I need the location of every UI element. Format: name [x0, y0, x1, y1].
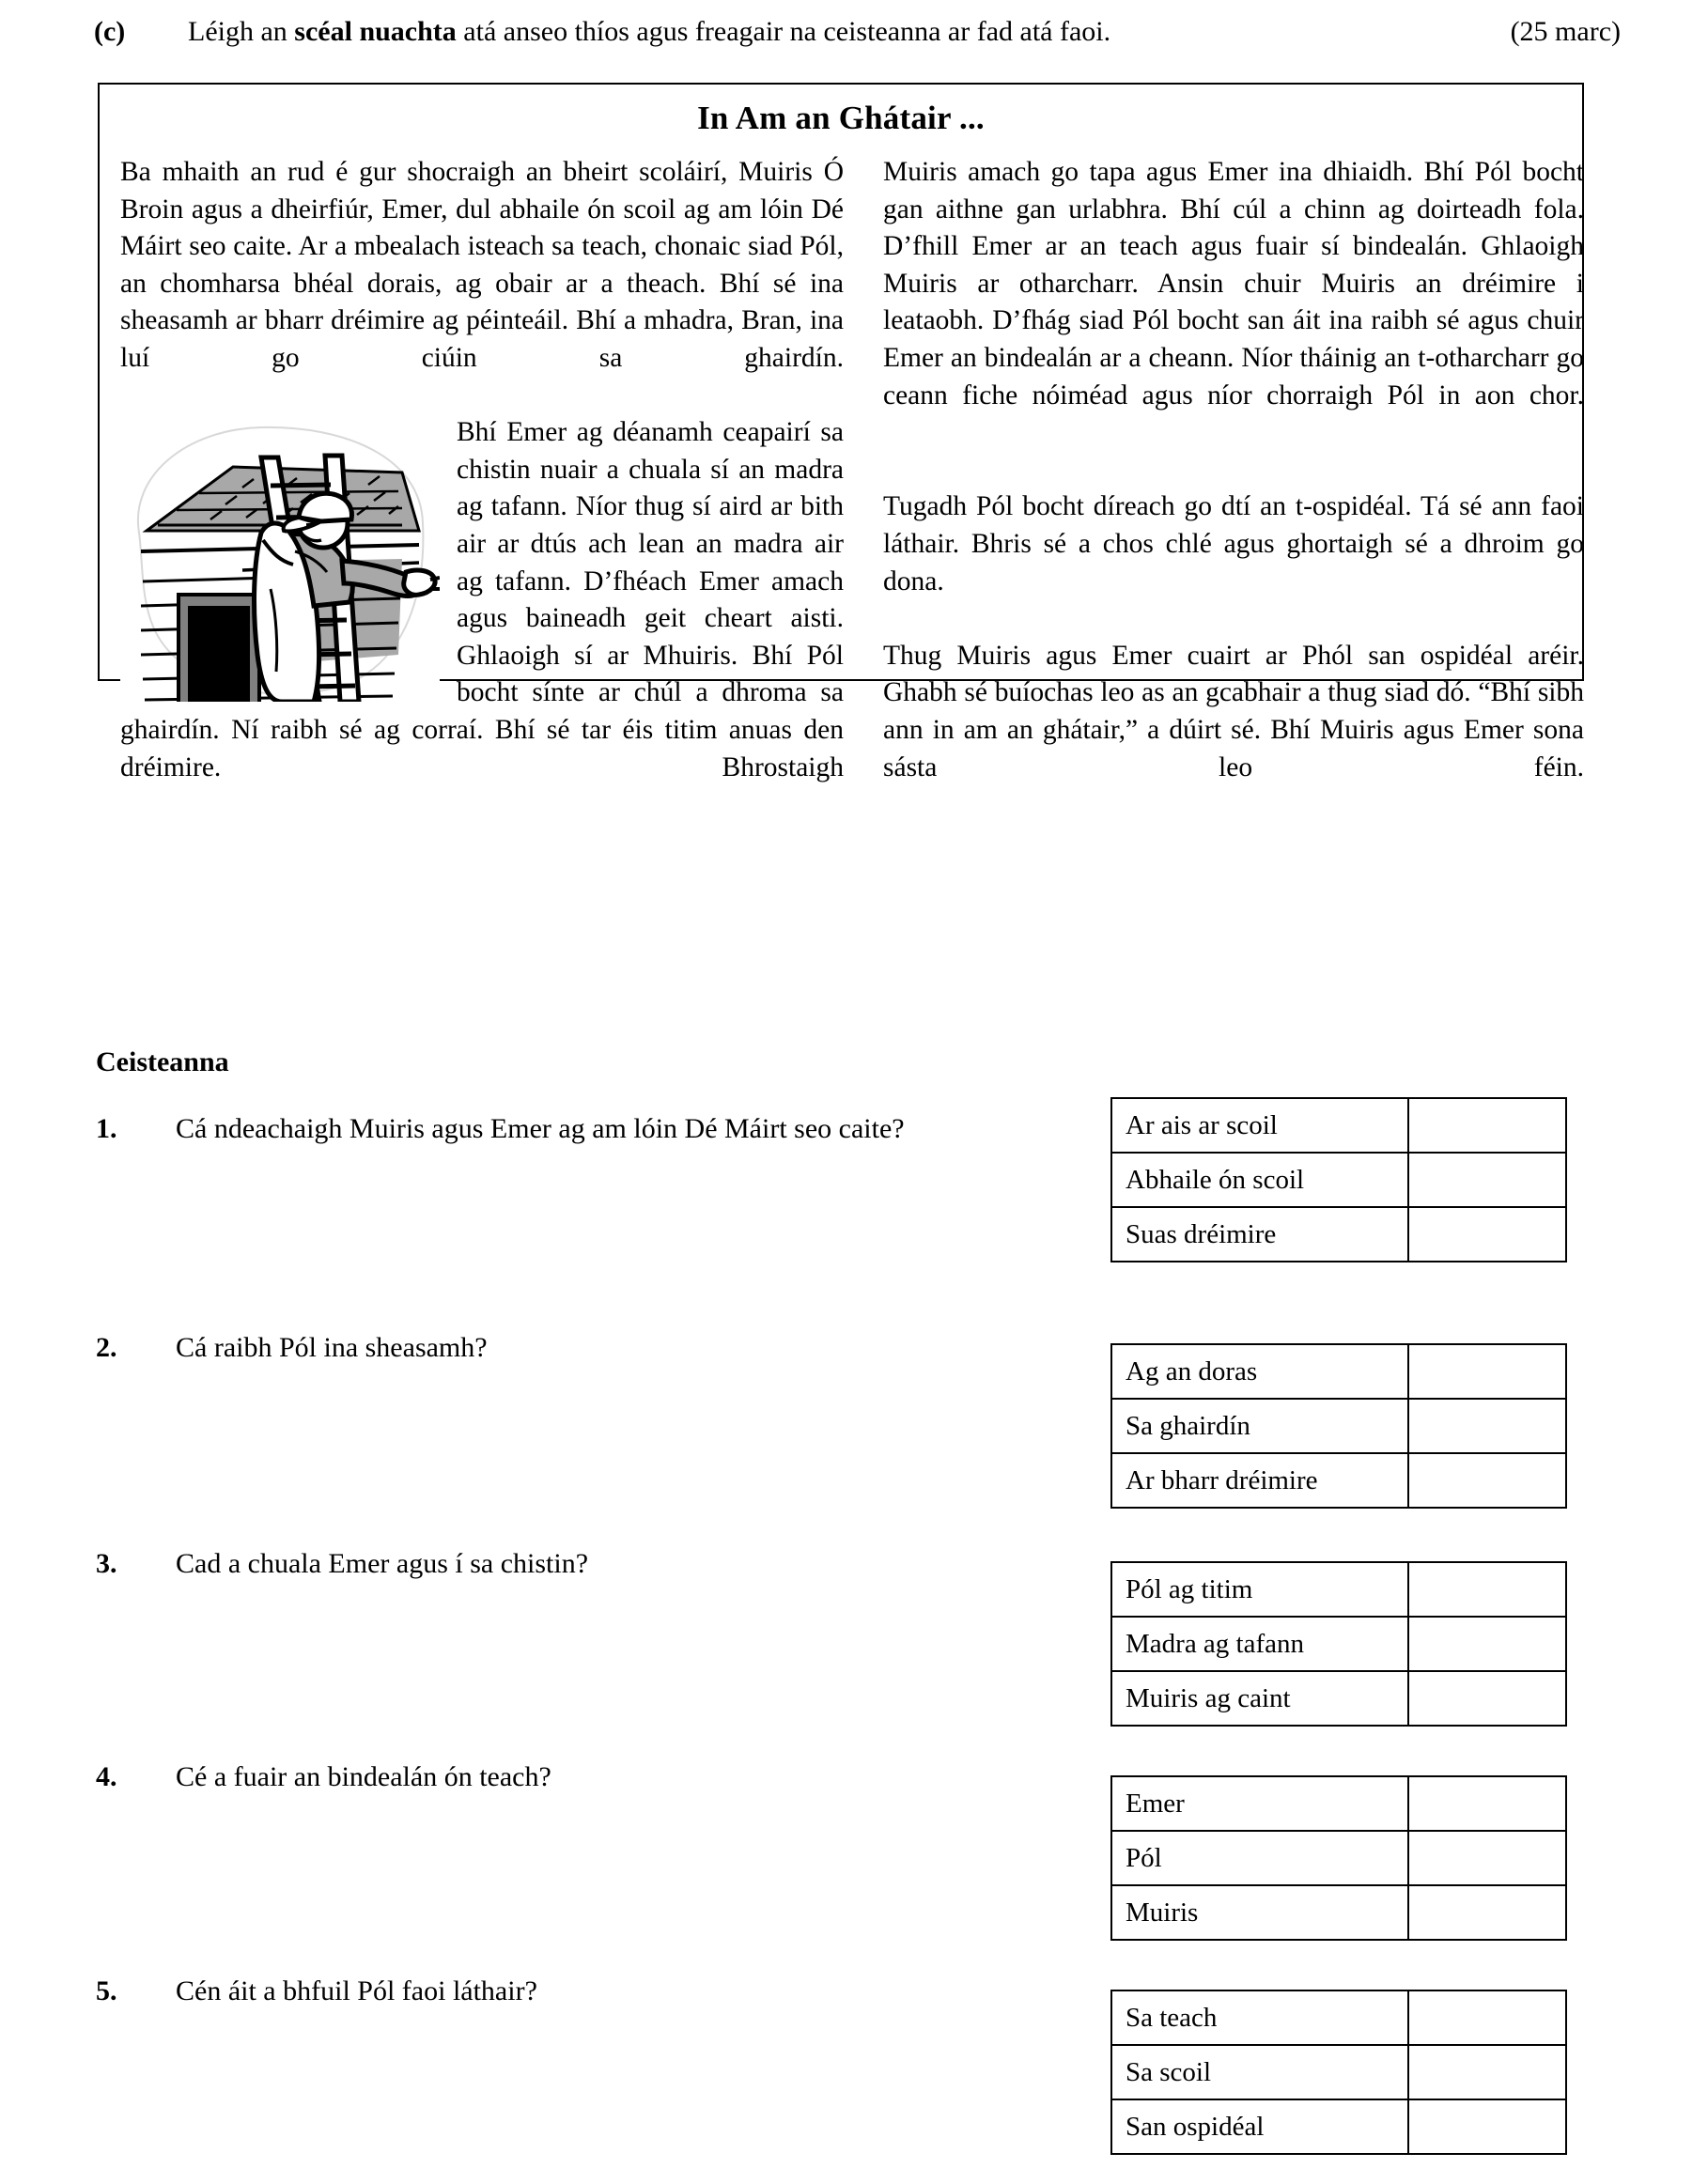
story-box — [98, 83, 1584, 782]
option-checkbox[interactable] — [1408, 1562, 1566, 1617]
option-label: Ar bharr dréimire — [1111, 1453, 1408, 1508]
questions-heading: Ceisteanna — [96, 1046, 229, 1077]
table-row[interactable] — [1111, 1885, 1566, 1940]
question-number: 4. — [96, 1761, 117, 1792]
question-text: Cén áit a bhfuil Pól faoi láthair? — [176, 1975, 537, 2006]
story-paragraph: Thug Muiris agus Emer cuairt ar Phól san ospidéal aréir. Ghabh sé buíochas leo as an gcabhair a thug siad dó. “Bhí sibh ann in am an ghátair,” a dúirt sé. Bhí Muiris agus Emer sona sásta leo féin. — [883, 640, 1584, 782]
option-checkbox[interactable] — [1408, 2099, 1566, 2154]
story-paragraph: Muiris amach go tapa agus Emer ina dhiaidh. Bhí Pól bocht gan aithne gan urlabhra. Bhí cúl a chinn ag doirteadh fola. D’fhill Emer ar an teach agus fuair sí bindealán. Ghlaoigh Muiris ar otharcharr. Ansin chuir Muiris an dréimire i leataobh. D’fhág siad Pól bocht san áit ina raibh sé agus chuir Emer an bindealán ar a cheann. Níor tháinig an t-otharcharr go ceann fiche nóiméad agus níor chorraigh Pól in aon chor. — [883, 157, 1584, 410]
option-label: Sa ghairdín — [1111, 1399, 1408, 1453]
story-column-right — [883, 154, 1584, 824]
question-number: 5. — [96, 1975, 117, 2006]
instruction-text-before: Léigh an — [188, 16, 295, 47]
table-row[interactable] — [1111, 1617, 1566, 1671]
table-row[interactable] — [1111, 1562, 1566, 1617]
option-checkbox[interactable] — [1408, 1831, 1566, 1885]
question-number: 2. — [96, 1332, 117, 1363]
instruction-text-after: atá anseo thíos agus freagair na ceisteanna ar fad atá faoi. — [456, 16, 1111, 47]
answer-options-1 — [1110, 1097, 1567, 1262]
answer-options-2 — [1110, 1343, 1567, 1509]
option-checkbox[interactable] — [1408, 1885, 1566, 1940]
option-checkbox[interactable] — [1408, 1098, 1566, 1153]
option-label: Emer — [1111, 1776, 1408, 1831]
story-column-left — [120, 154, 844, 824]
option-label: Muiris — [1111, 1885, 1408, 1940]
part-letter: (c) — [94, 16, 126, 47]
option-label: Sa scoil — [1111, 2045, 1408, 2099]
question-text: Cá ndeachaigh Muiris agus Emer ag am lóin Dé Máirt seo caite? — [176, 1113, 905, 1144]
option-checkbox[interactable] — [1408, 1453, 1566, 1508]
table-row[interactable] — [1111, 1098, 1566, 1153]
table-row[interactable] — [1111, 1776, 1566, 1831]
marks-allocation: (25 marc) — [1510, 16, 1621, 47]
table-row[interactable] — [1111, 1990, 1566, 2045]
table-row[interactable] — [1111, 2045, 1566, 2099]
option-checkbox[interactable] — [1408, 1990, 1566, 2045]
option-label: Pól — [1111, 1831, 1408, 1885]
instruction-text-bold: scéal nuachta — [294, 16, 457, 47]
option-label: Suas dréimire — [1111, 1207, 1408, 1262]
option-label: Sa teach — [1111, 1990, 1408, 2045]
table-row[interactable] — [1111, 1831, 1566, 1885]
table-row[interactable] — [1111, 2099, 1566, 2154]
question-text: Cá raibh Pól ina sheasamh? — [176, 1332, 488, 1363]
answer-options-3 — [1110, 1561, 1567, 1727]
table-row[interactable] — [1111, 1153, 1566, 1207]
option-label: Muiris ag caint — [1111, 1671, 1408, 1726]
option-checkbox[interactable] — [1408, 1153, 1566, 1207]
question-number: 3. — [96, 1548, 117, 1579]
question-number: 1. — [96, 1113, 117, 1144]
option-checkbox[interactable] — [1408, 1399, 1566, 1453]
question-text: Cad a chuala Emer agus í sa chistin? — [176, 1548, 589, 1579]
table-row[interactable] — [1111, 1671, 1566, 1726]
story-paragraph: Tugadh Pól bocht díreach go dtí an t-ospidéal. Tá sé ann faoi láthair. Bhris sé a chos chlé agus ghortaigh sé a dhroim go dona. — [883, 491, 1584, 596]
painter-on-ladder-icon — [120, 420, 440, 702]
option-checkbox[interactable] — [1408, 1344, 1566, 1399]
option-label: Ag an doras — [1111, 1344, 1408, 1399]
option-checkbox[interactable] — [1408, 1671, 1566, 1726]
story-title: In Am an Ghátair ... — [697, 100, 985, 136]
answer-options-4 — [1110, 1775, 1567, 1941]
option-checkbox[interactable] — [1408, 1207, 1566, 1262]
story-paragraph: Bhí Emer ag déanamh ceapairí sa chistin nuair a chuala sí an madra ag tafann. Níor thug sí aird ar bith air ar dtús ach lean an madra air ag tafann. D’fhéach Emer amach agus baineadh geit cheart aisti. Ghlaoigh sí ar Mhuiris. Bhí Pól bocht sínte ar chúl a dhroma sa ghairdín. Ní raibh sé ag corraí. Bhí sé tar éis titim anuas den dréimire. Bhrostaigh — [120, 417, 844, 782]
option-label: Abhaile ón scoil — [1111, 1153, 1408, 1207]
option-label: Pól ag titim — [1111, 1562, 1408, 1617]
instruction-text — [188, 13, 1473, 51]
option-checkbox[interactable] — [1408, 1617, 1566, 1671]
option-checkbox[interactable] — [1408, 1776, 1566, 1831]
answer-options-5 — [1110, 1990, 1567, 2155]
option-label: San ospidéal — [1111, 2099, 1408, 2154]
option-checkbox[interactable] — [1408, 2045, 1566, 2099]
question-text: Cé a fuair an bindealán ón teach? — [176, 1761, 551, 1792]
table-row[interactable] — [1111, 1207, 1566, 1262]
table-row[interactable] — [1111, 1453, 1566, 1508]
story-columns — [120, 154, 1584, 782]
story-paragraph: Ba mhaith an rud é gur shocraigh an bheirt scoláirí, Muiris Ó Broin agus a dheirfiúr, Emer, dul abhaile ón scoil ag am lóin Dé Máirt seo caite. Ar a mbealach isteach sa teach, chonaic siad Pól, an chomharsa bhéal dorais, ag obair ar a theach. Bhí sé ina sheasamh ar bharr dréimire ag péinteáil. Bhí a mhadra, Bran, ina luí go ciúin sa ghairdín. — [120, 157, 844, 373]
table-row[interactable] — [1111, 1399, 1566, 1453]
table-row[interactable] — [1111, 1344, 1566, 1399]
instruction-line — [94, 13, 1621, 51]
option-label: Madra ag tafann — [1111, 1617, 1408, 1671]
option-label: Ar ais ar scoil — [1111, 1098, 1408, 1153]
